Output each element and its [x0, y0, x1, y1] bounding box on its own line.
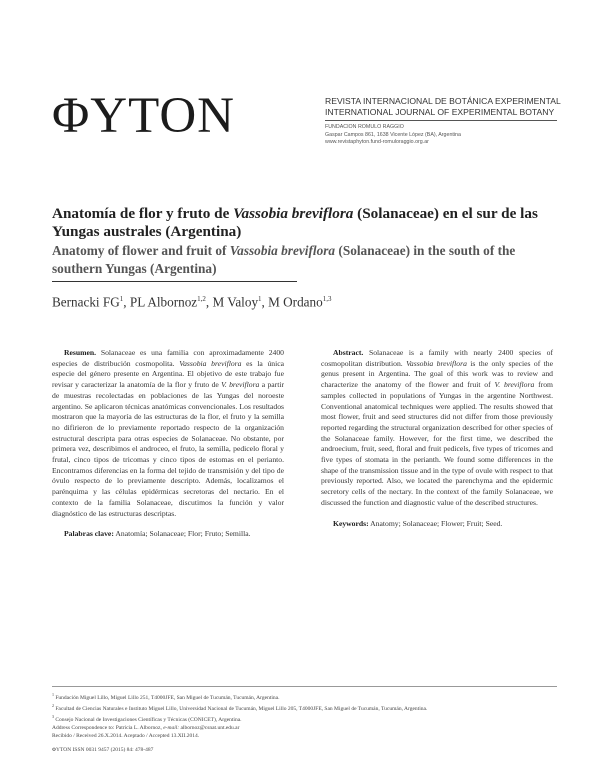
publisher-url[interactable]: www.revistaphyton.fund-romuloraggio.org.ar	[325, 139, 429, 146]
footnotes	[52, 691, 557, 741]
abstract-column	[321, 348, 553, 529]
resumen-text: a partir de muestras recolectadas en poblaciones de las Yungas del noroeste argentino. Se aplicaron técnicas anatómicas convencionales. Los resultados mostraron que la mayoría de las estructuras de la flor, el fruto y la semilla no difirieron de lo previamente reportado respecto de la organización estructural descripta para otras especies de Solanaceae. No obstante, por primera vez, describimos el androceo, el fruto, la semilla, pedicelo floral y frutal, cinco tipos de tricomas y cinco tipos de estomas en el perianto. Encontramos diferencias en la forma del tejido de transmisión y del tipo de óvulo respecto de lo previamente descripto. Además, localizamos el parénquima y las células epidérmicas secretoras del nectario. En el contexto de la familia Solanaceae, discutimos la función y valor diagnóstico de las estructuras descriptas.	[52, 380, 284, 518]
article-title-spanish	[52, 205, 557, 240]
author-affiliation: 1	[119, 295, 124, 303]
title-divider	[52, 281, 297, 282]
abstract-text: Solanaceae is a family with nearly 2400 species of cosmopolitan distribution.	[321, 348, 553, 368]
footnote-text: Consejo Nacional de Investigaciones Científicas y Técnicas (CONICET), Argentina.	[54, 716, 242, 723]
resumen-paragraph	[52, 348, 284, 519]
footnote-divider	[52, 686, 557, 687]
resumen-column	[52, 348, 284, 540]
resumen-text: Solanaceae es una familia con aproximadamente 2400 especies de distribución cosmopolita.	[52, 348, 284, 368]
palabras-clave	[52, 529, 284, 540]
masthead-divider	[325, 120, 557, 121]
title-en-species: Vassobia breviflora	[229, 243, 336, 258]
author-name: M Valoy	[212, 294, 259, 310]
species-name: Vassobia breviflora	[179, 358, 242, 368]
author-separator: ,	[123, 294, 130, 310]
journal-logo: ΦYTON	[52, 88, 236, 144]
correspondence	[52, 724, 557, 732]
received-dates: Recibido / Received 26.X.2014. Aceptado / Accepted 13.XII.2014.	[52, 733, 200, 740]
species-name: Vassobia breviflora	[406, 358, 467, 368]
author-separator: ,	[205, 294, 213, 310]
footnote-number: 3	[52, 714, 54, 720]
publisher-address: Gaspar Campos 861, 1638 Vicente López (BA), Argentina	[325, 131, 461, 138]
author-name: PL Albornoz	[129, 294, 198, 310]
footnote-number: 1	[52, 692, 54, 697]
journal-masthead	[52, 88, 561, 158]
keywords-text: Anatomy; Solanaceae; Flower; Fruit; Seed.	[368, 518, 503, 528]
correspondence-text: Address Correspondence to: Patricia L. Albornoz,	[52, 725, 164, 732]
affiliation-1	[52, 691, 557, 702]
keywords-label: Keywords:	[333, 518, 369, 528]
keywords-label: Palabras clave:	[64, 529, 114, 539]
correspondence-email[interactable]: albornoz@csnat.unt.edu.ar	[179, 725, 240, 732]
journal-name-es: REVISTA INTERNACIONAL DE BOTÁNICA EXPERIMENTAL	[325, 96, 561, 106]
journal-info	[325, 96, 561, 147]
title-en-part2: (Solanaceae) in the south of the southern Yungas (Argentina)	[52, 243, 516, 276]
author-affiliation: 1,2	[197, 295, 206, 303]
species-name: V. breviflora	[494, 380, 535, 390]
author-list	[52, 291, 557, 310]
abstract-text: is the only species of the genus present in Argentina. The goal of this work was to review and characterize the anatomy of the flower and fruit of	[321, 358, 553, 390]
affiliation-3	[52, 713, 557, 724]
email-label: e-mail:	[163, 725, 180, 732]
footnote-text: Fundación Miguel Lillo, Miguel Lillo 251, T4000JFE, San Miguel de Tucumán, Tucumán, Argentina.	[54, 694, 280, 701]
author-affiliation: 1,3	[322, 295, 332, 303]
author-name: Bernacki FG	[52, 294, 120, 310]
title-es-part2: (Solanaceae) en el sur de las Yungas australes (Argentina)	[52, 205, 538, 240]
abstract-text: from samples collected in populations of Yungas in the argentine Northwest. Conventional anatomical techniques were applied. The results showed that most flower, fruit and seed structures did not differ from those previously reported regarding the structural organization described for other species of the Solanaceae family. However, for the first time, we described the androecium, fruit, seed, floral and fruit pedicels, five types of tricomes and five types of stomata in the perianth. We found some differences in the shape of the transmission tissue and in the type of ovule with respect to that previously reported. Also, we located the parenchyma and the epidermic secretory cells of the nectary. In the context of the family Solanaceae, we discussed the function and diagnostic value of the described structures.	[321, 380, 554, 507]
author-affiliation: 1	[258, 295, 262, 303]
author-name: M Ordano	[268, 294, 323, 310]
keywords	[321, 519, 553, 530]
resumen-text: es la única especie del género presente en Argentina. El objetivo de este trabajo fue revisar y caracterizar la anatomía de la flor y fruto de	[52, 358, 284, 390]
abstract-label: Abstract.	[333, 348, 364, 357]
author-separator: ,	[261, 294, 269, 310]
affiliation-2	[52, 702, 557, 713]
footnote-text: Facultad de Ciencias Naturales e Instituto Miguel Lillo, Universidad Nacional de Tucumán, Miguel Lillo 205, T4000JFE, San Miguel de Tucumán, Tucumán, Argentina.	[54, 705, 428, 712]
footnote-number: 2	[52, 703, 54, 709]
issn-line: ΦYTON ISSN 0031 9457 (2015) 84: 478-487	[52, 747, 154, 753]
abstract-paragraph	[321, 348, 553, 509]
publisher-name: FUNDACION ROMULO RAGGIO	[325, 124, 404, 130]
title-es-part1: Anatomía de flor y fruto de	[52, 205, 234, 222]
title-en-part1: Anatomy of flower and fruit of	[52, 243, 230, 258]
species-name: V. breviflora	[221, 380, 260, 390]
resumen-label: Resumen.	[64, 348, 97, 357]
keywords-text: Anatomía; Solanaceae; Flor; Fruto; Semilla.	[113, 529, 251, 539]
title-es-species: Vassobia breviflora	[233, 205, 354, 222]
article-title-english	[52, 242, 557, 277]
journal-name-en: INTERNATIONAL JOURNAL OF EXPERIMENTAL BOTANY	[325, 107, 555, 117]
